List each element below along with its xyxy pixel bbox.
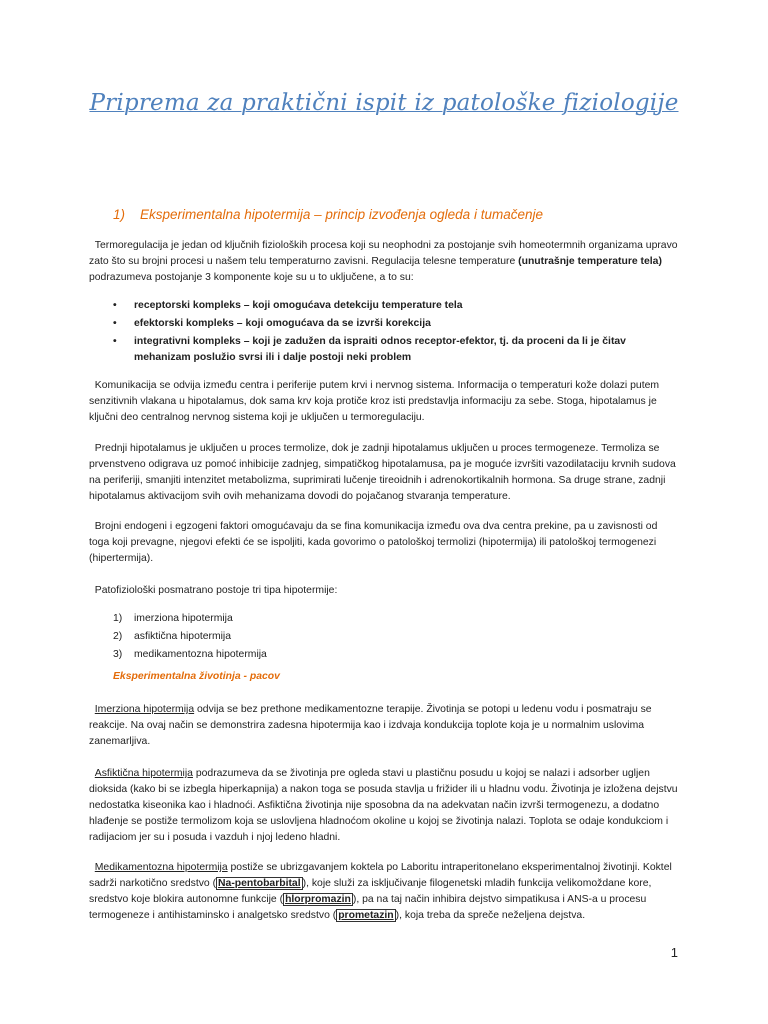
communication-text: Komunikacija se odvija između centra i periferije putem krvi i nervnog sistema. Informacija o temperaturi kože dolazi putem senzitivnih vlakana u hipotalamus, dok sama krv koja protiče kroz isti predstavlja informaciju za sebe. Stoga, hipotalamus je ključni deo centralnog nervnog sistema koji je uključen u termoregulaciju. (89, 380, 660, 423)
intro-text-1: Termoregulacija je jedan od ključnih fizioloških procesa koji su neophodni za postojanje svih homeotermnih organizama upravo zato što su brojni procesi u našem telu temperaturno zavisni. Regulacija telesne temperature (89, 240, 678, 267)
list-number: 3) (113, 649, 123, 660)
section-heading-text: Eksperimentalna hipotermija – princip izvođenja ogleda i tumačenje (140, 207, 543, 222)
list-item-text: medikamentozna hipotermija (134, 649, 267, 660)
intro-bold: (unutrašnje temperature tela) (518, 256, 662, 267)
list-item-text: efektorski kompleks – koji omogućava da se izvrši korekcija (134, 318, 431, 329)
factors-text: Brojni endogeni i egzogeni faktori omogućavaju da se fina komunikacija između ova dva centra prekine, pa u zavisnosti od toga koji prevagne, njegovi efekti će se ispoljiti, kada govorimo o patološkoj termolizi (hipotermija) ili patološkoj termogenezi (hipertermija). (89, 521, 658, 564)
immersion-paragraph (89, 702, 679, 750)
medication-paragraph (89, 860, 679, 924)
immersion-term: Imerziona hipotermija (94, 704, 195, 715)
medication-text-4: ), koja treba da spreče neželjena dejstva. (395, 910, 586, 921)
drug-hlorpromazin: hlorpromazin (285, 894, 351, 905)
bullet-icon: • (113, 318, 117, 329)
list-item-text: asfiktična hipotermija (134, 631, 232, 642)
list-item-text: receptorski kompleks – koji omogućava detekciju temperature tela (134, 300, 463, 311)
document-title: Priprema za praktični ispit iz patološke fiziologije (89, 90, 679, 116)
list-item (113, 647, 267, 663)
communication-paragraph (89, 378, 679, 426)
list-number: 1) (113, 613, 123, 624)
list-number: 2) (113, 631, 123, 642)
drug-prometazin: prometazin (338, 910, 394, 921)
asphyxia-term: Asfiktična hipotermija (94, 768, 193, 779)
list-item (113, 316, 673, 332)
intro-text-2: podrazumeva postojanje 3 komponente koje su u to uključene, a to su: (89, 272, 414, 283)
hypothalamus-text: Prednji hipotalamus je uključen u proces termolize, dok je zadnji hipotalamus uključen u proces termogeneze. Termoliza se prvenstveno odigrava uz pomoć inhibicije zadnjeg, simpatičkog hipotalamusa, pa je moguće izvršiti vazodilataciju krvnih sudova na periferiji, smanjiti intenzitet metabolizma, suprimirati lučenje tireoidnih i adrenokortikalnih hormona. Sa druge strane, zadnji hipotalamus aktivacijom svih ovih mehanizama dovodi do pojačanog stvaranja temperature. (89, 443, 676, 502)
list-item (113, 611, 267, 627)
types-intro-paragraph (89, 583, 679, 599)
section-number: 1) (113, 207, 126, 222)
asphyxia-paragraph (89, 766, 679, 846)
immersion-text: odvija se bez prethone medikamentozne terapije. Životinja se potopi u ledenu vodu i posmatraju se reakcije. Na ovaj način se demonstrira zadesna hipotermija kao i izdvaja kondukcija toplote koja je u normalnim uslovima zanemarljiva. (89, 704, 652, 747)
page-number: 1 (670, 945, 678, 960)
drug-na-pentobarbital: Na-pentobarbital (218, 878, 301, 889)
asphyxia-text: podrazumeva da se životinja pre ogleda stavi u plastičnu posudu u kojoj se nalazi i adsorber ugljen dioksida (kako bi se izbegla hiperkapnija) a nakon toga se posuda stavlja u frižider ili u hladnu vodu. Životinja je izložena dejstvu nedostatka kiseonika kao i hladnoći. Asfiktična životinja nije sposobna da na adekvatan način izvrši termogenezu, a dodatno hlađenje se postiže termolizom koja se uslovljena hladnoćom okoline u kojoj se životinja nalazi. Toplota se odaje kondukciom i radijaciom jer su i posuda i vazduh i njoj ledeno hladni. (89, 768, 678, 843)
list-item (113, 629, 267, 645)
medication-text-2: ), koje služi za isključivanje filogenetski mladih funkcija velikomoždane kore, sredstvo koje blokira autonomne funkcije ( (89, 878, 652, 905)
bullet-icon: • (113, 336, 117, 347)
list-item (113, 334, 673, 366)
experimental-animal-heading: Eksperimentalna životinja - pacov (113, 671, 280, 682)
bullet-icon: • (113, 300, 117, 311)
medication-text-1: postiže se ubrizgavanjem koktela po Laboritu intraperitonelano eksperimentalnoj životinji. Koktel sadrži narkotično sredstvo ( (89, 862, 672, 889)
list-item-text: imerziona hipotermija (134, 613, 233, 624)
section-heading (113, 207, 543, 222)
list-item (113, 298, 673, 314)
medication-term: Medikamentozna hipotermija (94, 862, 228, 873)
hypothermia-types-list (113, 611, 267, 665)
intro-paragraph (89, 238, 679, 286)
list-item-text: integrativni kompleks – koji je zadužen da ispraiti odnos receptor-efektor, tj. da proceni da li je čitav mehanizam poslužio svrsi ili i dalje postoji neki problem (134, 336, 626, 363)
factors-paragraph (89, 519, 679, 567)
types-intro-text: Patofiziološki posmatrano postoje tri tipa hipotermije: (94, 585, 338, 596)
medication-text-3: ), pa na taj način inhibira dejstvo simpatikusa i ANS-a u procesu termogeneze i antihistaminsko i analgetsko sredstvo ( (89, 894, 647, 921)
component-list (113, 298, 673, 368)
hypothalamus-paragraph (89, 441, 679, 505)
